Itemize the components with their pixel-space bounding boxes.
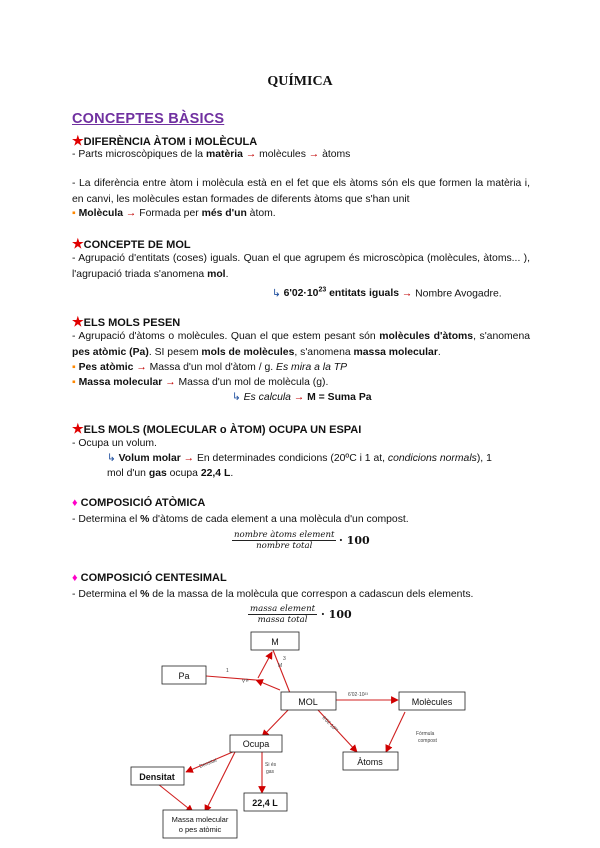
node-pa: Pa: [178, 671, 190, 681]
label-pa: Pa: [241, 677, 250, 685]
label-m: M: [278, 663, 283, 669]
label-avogadro-2: 6'02·10²³: [320, 715, 339, 734]
diamond-icon: ♦: [72, 497, 78, 509]
label-small-1: 1: [226, 668, 229, 674]
label-formula: Fórmula: [416, 731, 435, 737]
s2-avogadro-line: ↳ $6'02\cdot 10^{23}$ entitats iguals → Nombre Avogadre.: [272, 287, 502, 300]
diamond-icon: ♦: [72, 572, 78, 584]
s1-molecule-line: ▪ Molècula → Formada per més d'un àtom.: [72, 208, 276, 219]
sub-arrow-icon: ↳: [272, 288, 281, 300]
section-heading: CONCEPTES BÀSICS: [72, 111, 225, 127]
label-gas: gas: [266, 769, 275, 775]
arrow-mol-to-pa: [256, 680, 280, 690]
section-atomic-composition-title: ♦ COMPOSICIÓ ATÒMICA: [72, 497, 206, 509]
section-space-title: ★ELS MOLS (MOLECULAR o ÀTOM) OCUPA UN ESPAI: [72, 421, 362, 436]
s3-molecular-mass-line: ▪ Massa molecular → Massa d'un mol de molècula (g).: [72, 377, 329, 388]
arrow-molecules-to-atoms: [386, 712, 405, 752]
arrow-mol-to-ocupa: [262, 708, 290, 737]
node-m: M: [271, 637, 279, 647]
arrow-densitat-to-mass: [158, 784, 193, 812]
section-centesimal-title: ♦ COMPOSICIÓ CENTESIMAL: [72, 572, 227, 584]
s4-molar-volume-line: ↳ Volum molar → En determinades condicions (20ºC i 1 at, condicions normals), 1: [107, 453, 492, 464]
centesimal-multiplier: · 100: [321, 608, 352, 621]
label-small-2: 3: [283, 656, 286, 662]
star-icon: ★: [72, 236, 84, 251]
star-icon: ★: [72, 133, 84, 148]
s4-gas-line: mol d'un gas ocupa 22,4 L.: [107, 468, 234, 479]
arrow-pa-line: [206, 676, 256, 680]
section-atom-molecule-title: ★DIFERÈNCIA ÀTOM i MOLÈCULA: [72, 133, 258, 148]
node-ocupa: Ocupa: [242, 739, 270, 749]
s3-calc-line: ↳ Es calcula → M = Suma Pa: [232, 392, 372, 403]
arrow-to-m: [258, 652, 272, 678]
node-mass-line2: o pes atòmic: [178, 825, 222, 834]
arrow-mol-to-m-left: [273, 650, 290, 693]
page-title: QUÍMICA: [267, 74, 333, 89]
label-sies: Si és: [265, 762, 277, 768]
s5-line1: - Determina el % d'àtoms de cada element a una molècula d'un compost.: [72, 514, 409, 525]
star-icon: ★: [72, 314, 84, 329]
atomic-composition-fraction: nombre àtoms element nombre total: [234, 530, 335, 551]
node-22l: 22,4 L: [252, 798, 278, 808]
s6-line1: - Determina el % de la massa de la molècula que correspon a cadascun dels elements.: [72, 589, 474, 600]
sub-arrow-icon: ↳: [107, 453, 116, 464]
bullet-icon: ▪: [72, 362, 76, 373]
label-avogadro-1: 6'02·10²³: [348, 692, 368, 698]
s2-paragraph: - Agrupació d'entitats (coses) iguals. Quan el que agrupem és microscòpica (molècules, àtoms... ), l'agrupació triada s'anomena mol.: [72, 253, 530, 280]
label-densitat: Densitat: [198, 757, 218, 770]
node-mass-line1: Massa molecular: [171, 815, 229, 824]
centesimal-fraction: massa element massa total: [250, 604, 316, 625]
node-molecules: Molècules: [411, 697, 453, 707]
node-mol: MOL: [298, 697, 318, 707]
star-icon: ★: [72, 421, 84, 436]
node-atoms: Àtoms: [357, 757, 383, 767]
section-mols-weigh-title: ★ELS MOLS PESEN: [72, 314, 181, 329]
bullet-icon: ▪: [72, 208, 76, 219]
s1-line1: - Parts microscòpiques de la matèria → molècules → àtoms: [72, 149, 351, 160]
label-compost: compost: [418, 738, 437, 744]
section-mol-title: ★CONCEPTE DE MOL: [72, 236, 191, 251]
s3-paragraph: - Agrupació d'àtoms o molècules. Quan el que estem pesant són molècules d'àtoms, s'anomena pes atòmic (Pa). SI pesem mols de molècules, s'anomena massa molecular.: [72, 331, 531, 358]
node-densitat: Densitat: [139, 772, 175, 782]
s4-line1: - Ocupa un volum.: [72, 438, 157, 449]
sub-arrow-icon: ↳: [232, 392, 241, 403]
bullet-icon: ▪: [72, 377, 76, 388]
atomic-composition-multiplier: · 100: [339, 534, 370, 547]
s3-atomic-weight-line: ▪ Pes atòmic → Massa d'un mol d'àtom / g. Es mira a la TP: [72, 362, 348, 373]
s1-paragraph: - La diferència entre àtom i molècula està en el fet que els àtoms són els que formen la matèria i, en canvi, les molècules estan formades de diferents àtoms que s'han unit: [72, 178, 530, 205]
